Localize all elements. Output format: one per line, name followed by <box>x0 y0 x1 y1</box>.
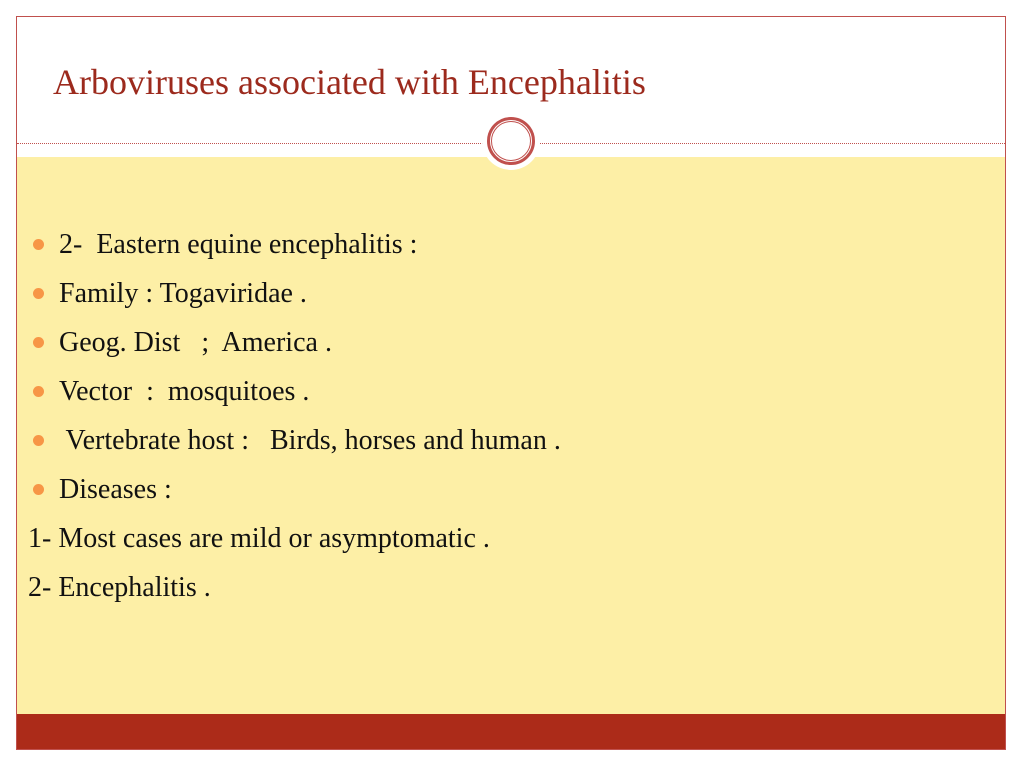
list-item-text: 2- Encephalitis . <box>28 572 211 603</box>
bullet-icon <box>33 239 44 250</box>
list-item <box>28 367 561 416</box>
slide-title: Arboviruses associated with Encephalitis <box>53 62 646 102</box>
bullet-icon <box>33 484 44 495</box>
list-item-text: 1- Most cases are mild or asymptomatic . <box>28 523 490 554</box>
list-item <box>28 269 561 318</box>
list-item-plain <box>28 514 561 563</box>
list-item <box>28 318 561 367</box>
bullet-icon <box>33 386 44 397</box>
bullet-icon <box>33 288 44 299</box>
content-list <box>28 220 561 612</box>
list-item-text: 2- Eastern equine encephalitis : <box>59 229 418 260</box>
list-item <box>28 220 561 269</box>
ornament-inner-ring <box>491 121 531 161</box>
list-item-text: Diseases : <box>59 474 172 505</box>
list-item-plain <box>28 563 561 612</box>
footer-bar <box>17 714 1005 749</box>
list-item <box>28 465 561 514</box>
list-item-text: Family : Togaviridae . <box>59 278 307 309</box>
list-item-text: Vertebrate host : Birds, horses and human . <box>59 425 561 456</box>
bullet-icon <box>33 337 44 348</box>
bullet-icon <box>33 435 44 446</box>
list-item <box>28 416 561 465</box>
list-item-text: Geog. Dist ; America . <box>59 327 332 358</box>
double-circle-ring-icon <box>482 112 540 170</box>
list-item-text: Vector : mosquitoes . <box>59 376 310 407</box>
